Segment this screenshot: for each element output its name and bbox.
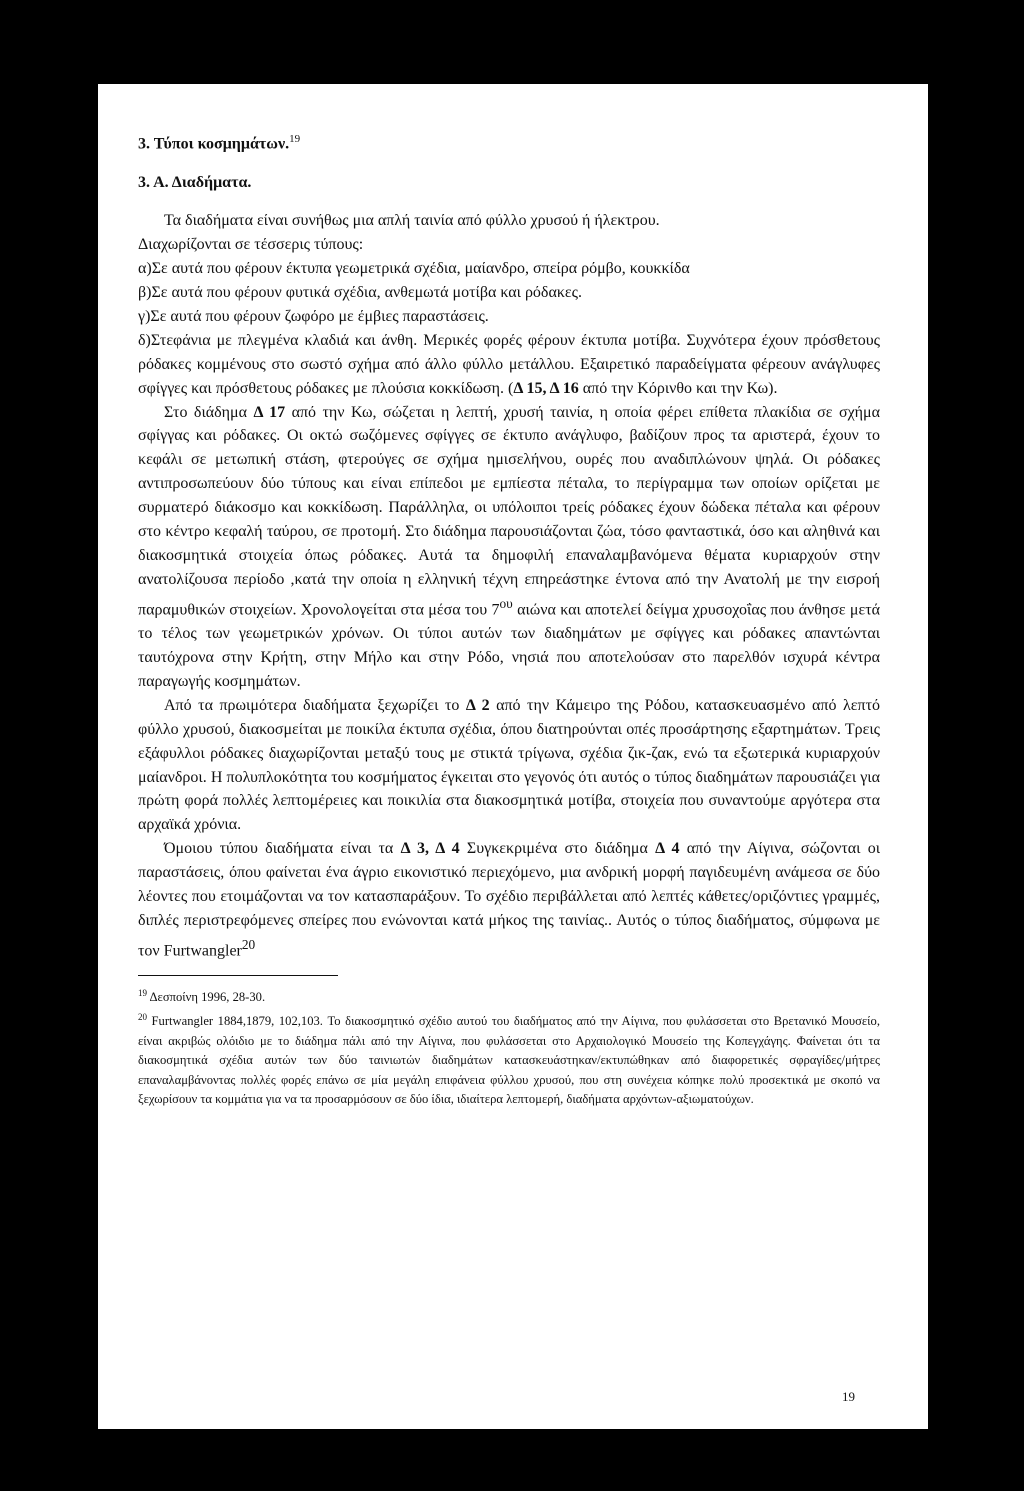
footnote-number: 19 — [138, 988, 147, 999]
type-d-text: δ)Στεφάνια με πλεγμένα κλαδιά και άνθη. Μερικές φορές φέρουν έκτυπα μοτίβα. Συχνότερα έχουν πρόσθετους ρόδακες κομμένους στο σωστό σχήμα από άλλο φύλλο μετάλλου. Εξαιρετικό παραδείγματα φέρεουν ανάγλυφες σφίγγες και πρόσθετους ρόδακες με πλούσια κοκκίδωση. ( — [138, 331, 880, 397]
section-heading-text: 3. Τύποι κοσμημάτων. — [138, 135, 290, 153]
footnote-text: Furtwangler 1884,1879, 102,103. Το διακοσμητικό σχέδιο αυτού του διαδήματος από την Αίγινα, που φυλάσσεται στο Βρετανικό Μουσείο, είναι ακριβώς ολόιδιο με το διάδημα πάλι από την Αίγινα, που φυλάσσεται στο Αρχαιολογικό Μουσείο της Κοπεγχάγης. Φαίνεται ότι τα διακοσμητικά σχέδια αυτών των δύο ταινιωτών διαδημάτων κατασκευάστηκαν/εκτυπώθηκαν από διαφορετικές σφραγίδες/μήτρες επαναλαμβάνοντας πολλές φορές επάνω σε μία μεγάλη επιφάνεια φύλλου χρυσού, που στη συνέχεια κόπηκε πολύ προσεκτικά με σκοπό να ξεχωρίσουν τα κομμάτια για να τα προσαρμόσουν σε δύο ίδια, ιδιαίτερα λεπτομερή, διαδήματα αρχόντων-αξιωματούχων. — [138, 1014, 880, 1107]
paragraph-text: από την Κω, σώζεται η λεπτή, χρυσή ταινία, η οποία φέρει επίθετα πλακίδια σε σχήμα σφίγγας και ρόδακες. Οι οκτώ σωζόμενες σφίγγες σε έκτυπο ανάγλυφο, βαδίζουν προς τα αριστερά, έχουν το κεφάλι σε μετωπική στάση, φτερούγες σε σχήμα ημισελήνου, ουρές που αναδιπλώνουν ψηλά. Οι ρόδακες αντιπροσωπεύουν δύο τύπους και είναι επίπεδοι με εμπίεστα πέταλα, το περίγραμμα των οποίων ορίζεται με συρματερό διάκοσμο και κοκκίδωση. Παράλληλα, οι υπόλοιποι τρείς ρόδακες έχουν δώδεκα πέταλα και φέρουν στο κέντρο κεφαλή ταύρου, σε προτομή. Στο διάδημα παρουσιάζονται ζώα, τόσο φανταστικά, όσο και αληθινά και διακοσμητικά στοιχεία όπως ρόδακες. Αυτά τα δημοφιλή επαναλαμβανόμενα θέματα κυριαρχούν στην ανατολίζουσα περίοδο ,κατά την οποία η ελληνική τέχνη επηρεάστηκε έντονα από την Ανατολή με την εισροή παραμυθικών στοιχείων. Χρονολογείται στα μέσα του 7 — [138, 403, 881, 619]
footnote-text: Δεσποίνη 1996, 28-30. — [147, 990, 266, 1005]
intro-paragraph: Τα διαδήματα είναι συνήθως μια απλή ταινία από φύλλο χρυσού ή ήλεκτρου. — [164, 212, 660, 230]
document-page — [98, 84, 928, 1429]
paragraph-d3-d4 — [138, 837, 880, 963]
footnote-ref-20: 20 — [241, 936, 256, 952]
type-d — [138, 329, 880, 401]
type-c: γ)Σε αυτά που φέρουν ζωφόρο με έμβιες παραστάσεις. — [138, 307, 489, 325]
page-number: 19 — [842, 1389, 855, 1404]
paragraph-text: Από τα πρωιμότερα διαδήματα ξεχωρίζει το — [164, 696, 466, 714]
body-text — [138, 209, 880, 963]
type-a: α)Σε αυτά που φέρουν έκτυπα γεωμετρικά σχέδια, μαίανδρο, σπείρα ρόμβο, κουκκίδα — [138, 260, 690, 278]
footnote-number: 20 — [138, 1011, 147, 1022]
diadem-ref: Δ 2 — [465, 696, 490, 714]
section-heading — [138, 129, 880, 154]
types-intro: Διαχωρίζονται σε τέσσερις τύπους: — [138, 236, 364, 254]
diadem-ref: Δ 3, Δ 4 — [400, 840, 460, 858]
footnote-20 — [138, 1008, 880, 1110]
ordinal-superscript: ου — [499, 595, 513, 611]
diadem-ref: Δ 4 — [655, 840, 680, 858]
paragraph-text: από την Κάμειρο της Ρόδου, κατασκευασμένο από λεπτό φύλλο χρυσού, διακοσμείται με ποικίλα έκτυπα σχέδια, όπου διατηρούνται οπές προσάρτησης εξαρτημάτων. Τρεις εξάφυλλοι ρόδακες διαχωρίζονται μεταξύ τους με στικτά τρίγωνα, σχέδια ζικ-ζακ, ενώ τα εξωτερικά κυριαρχούν μαίανδροι. Η πολυπλοκότητα του κοσμήματος έγκειται στο γεγονός ότι αυτός ο τύπος διαδημάτων παρουσιάζει για πρώτη φορά πολλές λεπτομέρειες και ποικιλία στα διακοσμητικά μοτίβα, στοιχεία που συναντούμε αργότερα στα αρχαϊκά χρόνια. — [138, 696, 881, 834]
type-d-end: από την Κόρινθο και την Κω). — [578, 379, 778, 397]
type-b: β)Σε αυτά που φέρουν φυτικά σχέδια, ανθεμωτά μοτίβα και ρόδακες. — [138, 284, 582, 302]
footnotes — [138, 984, 880, 1110]
footnote-divider — [138, 975, 338, 976]
paragraph-text: από την Αίγινα, σώζονται οι παραστάσεις, όπου φαίνεται ένα άγριο εικονιστικό περιεχόμενο, μια ανδρική μορφή παγιδευμένη ανάμεσα σε δύο λέοντες που ετοιμάζονται να τον κατασπαράξουν. Το σχέδιο περιβάλλεται από λεπτές κάθετες/οριζόντιες γραμμές, διπλές περιστρεφόμενες σπείρες που ενώνονται κατά μήκος της ταινίας.. Αυτός ο τύπος διαδήματος, σύμφωνα με τον Furtwangler — [138, 840, 881, 960]
footnote-19 — [138, 984, 880, 1008]
paragraph-d2 — [138, 694, 880, 837]
subsection-heading: 3. Α. Διαδήματα. — [138, 174, 252, 192]
paragraph-text: αιώνα και αποτελεί δείγμα χρυσοχοΐας που άνθησε μετά το τέλος των γεωμετρικών χρόνων. Οι τύποι αυτών των διαδημάτων με σφίγγες και ρόδακες απαντώνται ταυτόχρονα στην Κρήτη, στην Μήλο και στην Ρόδο, νησιά που αποτελούσαν στο παρελθόν ισχυρά κέντρα παραγωγής κοσμημάτων. — [138, 601, 881, 690]
paragraph-text: Όμοιου τύπου διαδήματα είναι τα — [164, 840, 401, 858]
page-content — [138, 120, 880, 1110]
diadem-ref: Δ 15, Δ 16 — [513, 379, 579, 397]
paragraph-text: Στο διάδημα — [164, 403, 254, 421]
footnote-ref-19: 19 — [289, 133, 301, 145]
paragraph-d17 — [138, 401, 880, 694]
paragraph-text: Συγκεκριμένα στο διάδημα — [459, 840, 656, 858]
diadem-ref: Δ 17 — [253, 403, 286, 421]
